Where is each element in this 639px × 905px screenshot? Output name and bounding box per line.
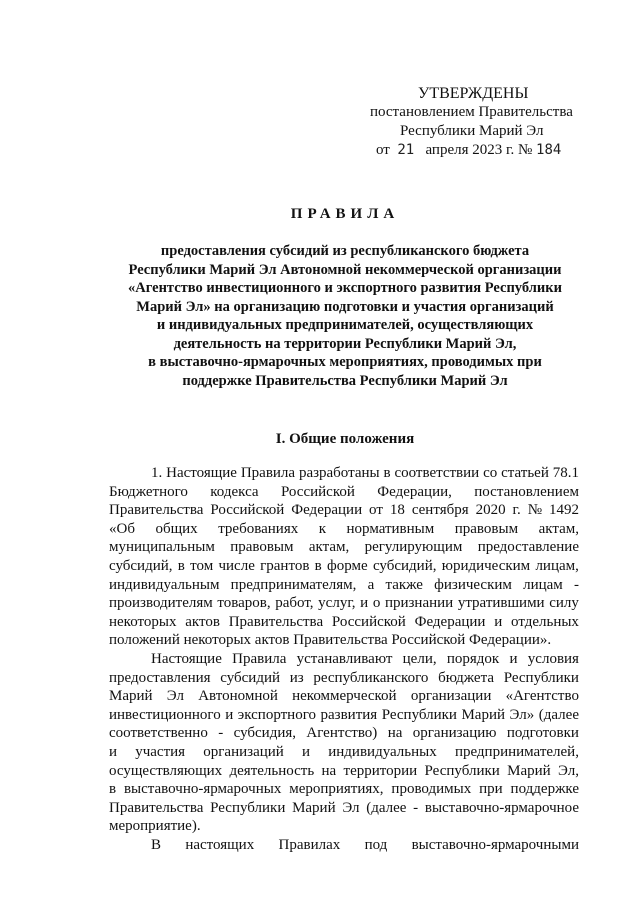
- body-line: [109, 687, 579, 706]
- word: правовым: [230, 539, 294, 556]
- word: актам,: [308, 539, 350, 556]
- word: №: [527, 502, 543, 519]
- word: предоставления: [109, 669, 211, 686]
- word: выставочно-ярмарочных: [123, 781, 282, 798]
- date-prefix: от: [376, 142, 390, 158]
- word: в: [383, 465, 391, 481]
- body-line: [109, 520, 579, 539]
- approval-stamp: [360, 84, 580, 160]
- word: выставочно-ярмарочными: [411, 836, 579, 853]
- body-line: положений некоторых актов Правительства Российской Федерации».: [109, 632, 552, 649]
- word: на: [387, 725, 403, 742]
- word: кодекса: [210, 483, 259, 500]
- body-line: [109, 501, 579, 520]
- word: предпринимателей,: [454, 743, 579, 760]
- word: организацию: [412, 725, 497, 742]
- word: статьей: [501, 465, 549, 481]
- word: 2020: [475, 502, 506, 519]
- body-text: [109, 464, 579, 854]
- word: некоторых: [109, 613, 177, 630]
- word: утратившими: [457, 595, 545, 612]
- word: «Об: [109, 520, 135, 537]
- word: Настоящие: [151, 650, 222, 667]
- word: актов: [185, 613, 220, 630]
- word: соответственно: [109, 725, 208, 742]
- body-line: мероприятие).: [109, 818, 201, 835]
- word: в: [109, 781, 117, 798]
- word: (далее: [366, 799, 407, 816]
- word: отдельных: [511, 613, 579, 630]
- word: Агентство): [306, 725, 378, 742]
- word: из: [289, 669, 304, 686]
- body-line: [109, 594, 579, 613]
- word: числе: [218, 557, 255, 574]
- section-heading: I. Общие положения: [275, 431, 415, 447]
- word: под: [364, 836, 388, 853]
- word: выставочно-ярмарочное: [424, 799, 579, 816]
- word: от: [369, 502, 383, 519]
- word: 18: [389, 502, 405, 519]
- date-month-year: апреля 2023 г. №: [425, 142, 533, 158]
- word: производителям: [109, 595, 213, 612]
- word: нормативным: [346, 520, 435, 537]
- body-line: [109, 613, 579, 632]
- body-line: [109, 464, 579, 483]
- body-line: [109, 743, 579, 762]
- word: развития: [320, 706, 378, 723]
- body-line: [109, 557, 579, 576]
- subtitle-line: поддержке Правительства Республики Марий Эл: [182, 372, 508, 389]
- word: В: [151, 836, 162, 853]
- word: 1492: [548, 502, 579, 519]
- word: Федерации: [291, 502, 363, 519]
- word: Республики: [424, 762, 500, 779]
- word: предпринимателям,: [230, 576, 357, 593]
- approval-heading: УТВЕРЖДЕНЫ: [418, 85, 529, 102]
- word: признании: [384, 595, 454, 612]
- body-line: [109, 780, 579, 799]
- word: Республики: [381, 706, 457, 723]
- word: устанавливают: [296, 650, 393, 667]
- word: требованиях: [218, 520, 299, 537]
- approval-line-decree: постановлением Правительства: [370, 104, 573, 120]
- word: юридическим: [441, 557, 531, 574]
- word: товаров,: [217, 595, 271, 612]
- subtitle-line: Республики Марий Эл Автономной некоммерческой организации: [128, 261, 562, 278]
- word: -: [413, 799, 419, 816]
- word: бюджета: [438, 669, 494, 686]
- word: условия: [527, 650, 579, 667]
- word: и: [494, 613, 503, 630]
- word: сентября: [411, 502, 469, 519]
- word: Российской: [280, 483, 355, 500]
- word: Эл»: [509, 706, 535, 723]
- document-subtitle: [80, 242, 610, 390]
- word: услуг,: [318, 595, 356, 612]
- word: том: [190, 557, 214, 574]
- subtitle-line: «Агентство инвестиционного и экспортного развития Республики: [128, 280, 562, 296]
- word: Федерации,: [377, 483, 452, 500]
- word: г.: [512, 502, 521, 519]
- word: общих: [155, 520, 198, 537]
- word: цели,: [402, 650, 437, 667]
- subtitle-line: Марий Эл» на организацию подготовки и участия организаций: [136, 298, 554, 315]
- word: грантов: [260, 557, 310, 574]
- word: Марий: [292, 799, 336, 816]
- word: индивидуальных: [328, 743, 437, 760]
- word: на: [321, 762, 337, 779]
- word: Республики: [210, 799, 286, 816]
- word: разработаны: [298, 465, 380, 481]
- approval-line-republic: Республики Марий Эл: [400, 123, 544, 139]
- word: и: [509, 650, 518, 667]
- word: некоммерческой: [292, 688, 397, 705]
- word: -: [218, 725, 224, 742]
- body-line: [109, 762, 579, 781]
- word: 78.1: [552, 465, 579, 481]
- subtitle-line: деятельность на территории Республики Марий Эл,: [173, 335, 517, 352]
- word: а: [367, 576, 375, 593]
- word: Правительства: [109, 502, 204, 519]
- body-line: [109, 576, 579, 595]
- word: лицам: [523, 576, 563, 593]
- word: к: [318, 520, 327, 537]
- word: работ,: [275, 595, 314, 612]
- word: муниципальным: [109, 539, 215, 556]
- word: Правительства: [109, 799, 204, 816]
- subtitle-line: в выставочно-ярмарочных мероприятиях, проводимых при: [148, 354, 542, 370]
- word: предоставление: [477, 539, 579, 556]
- word: организаций: [203, 743, 284, 760]
- decree-number: 184: [536, 142, 562, 158]
- word: постановлением: [474, 483, 579, 500]
- word: о: [372, 595, 381, 612]
- word: актам,: [538, 520, 579, 537]
- word: Эл: [166, 688, 184, 705]
- word: настоящих: [185, 836, 255, 853]
- word: Республики: [503, 669, 579, 686]
- word: поддержке: [510, 781, 579, 798]
- body-line: [109, 483, 579, 502]
- word: правовым: [454, 520, 519, 537]
- body-line: [109, 669, 579, 688]
- word: участия: [135, 743, 186, 760]
- word: Марий: [507, 762, 551, 779]
- body-line: [109, 724, 579, 743]
- body-line: [109, 706, 579, 725]
- word: Эл,: [558, 762, 579, 779]
- word: субсидий,: [109, 557, 173, 574]
- word: Российской: [331, 613, 406, 630]
- word: Федерации: [414, 613, 486, 630]
- body-line: [109, 538, 579, 557]
- word: в: [314, 557, 322, 574]
- word: физическим: [434, 576, 512, 593]
- subtitle-line: предоставления субсидий из республиканского бюджета: [160, 243, 530, 259]
- word: Правилах: [278, 836, 341, 853]
- word: также: [385, 576, 423, 593]
- word: форме: [327, 557, 368, 574]
- word: со: [483, 465, 498, 481]
- word: субсидий: [220, 669, 280, 686]
- word: Эл: [342, 799, 360, 816]
- body-line: [109, 836, 579, 855]
- word: организации: [410, 688, 492, 705]
- approval-date-line: [360, 141, 580, 160]
- word: порядок: [446, 650, 500, 667]
- subtitle-line: и индивидуальных предпринимателей, осуществляющих: [156, 317, 534, 333]
- word: и: [225, 706, 234, 723]
- word: 1.: [151, 465, 163, 481]
- word: и: [109, 743, 118, 760]
- word: -: [573, 576, 579, 593]
- word: территории: [343, 762, 418, 779]
- word: республиканского: [313, 669, 429, 686]
- word: и: [302, 743, 311, 760]
- word: Российской: [210, 502, 285, 519]
- word: Правительства: [228, 613, 324, 630]
- word: инвестиционного: [109, 706, 221, 723]
- word: регулирующим: [364, 539, 463, 556]
- word: (далее: [538, 706, 579, 723]
- word: осуществляющих: [109, 762, 223, 779]
- word: соответствии: [394, 465, 480, 481]
- word: субсидия,: [233, 725, 296, 742]
- word: Автономной: [198, 688, 278, 705]
- word: Настоящие: [166, 465, 237, 481]
- word: подготовки: [506, 725, 579, 742]
- word: Бюджетного: [109, 483, 188, 500]
- body-line: [109, 799, 579, 818]
- date-day: 21: [397, 142, 415, 158]
- word: индивидуальным: [109, 576, 220, 593]
- word: силу: [549, 595, 579, 612]
- word: «Агентство: [505, 688, 579, 705]
- word: мероприятиях,: [289, 781, 384, 798]
- word: при: [479, 781, 503, 798]
- word: лицам,: [535, 557, 579, 574]
- word: Марий: [109, 688, 153, 705]
- word: Марий: [461, 706, 506, 723]
- body-line: [109, 650, 579, 669]
- word: субсидий,: [372, 557, 437, 574]
- word: Правила: [232, 650, 287, 667]
- word: деятельность: [229, 762, 315, 779]
- word: экспортного: [237, 706, 316, 723]
- word: и: [360, 595, 369, 612]
- word: проводимых: [391, 781, 472, 798]
- word: Правила: [240, 465, 296, 481]
- word: в: [177, 557, 185, 574]
- document-title: ПРАВИЛА: [290, 206, 400, 222]
